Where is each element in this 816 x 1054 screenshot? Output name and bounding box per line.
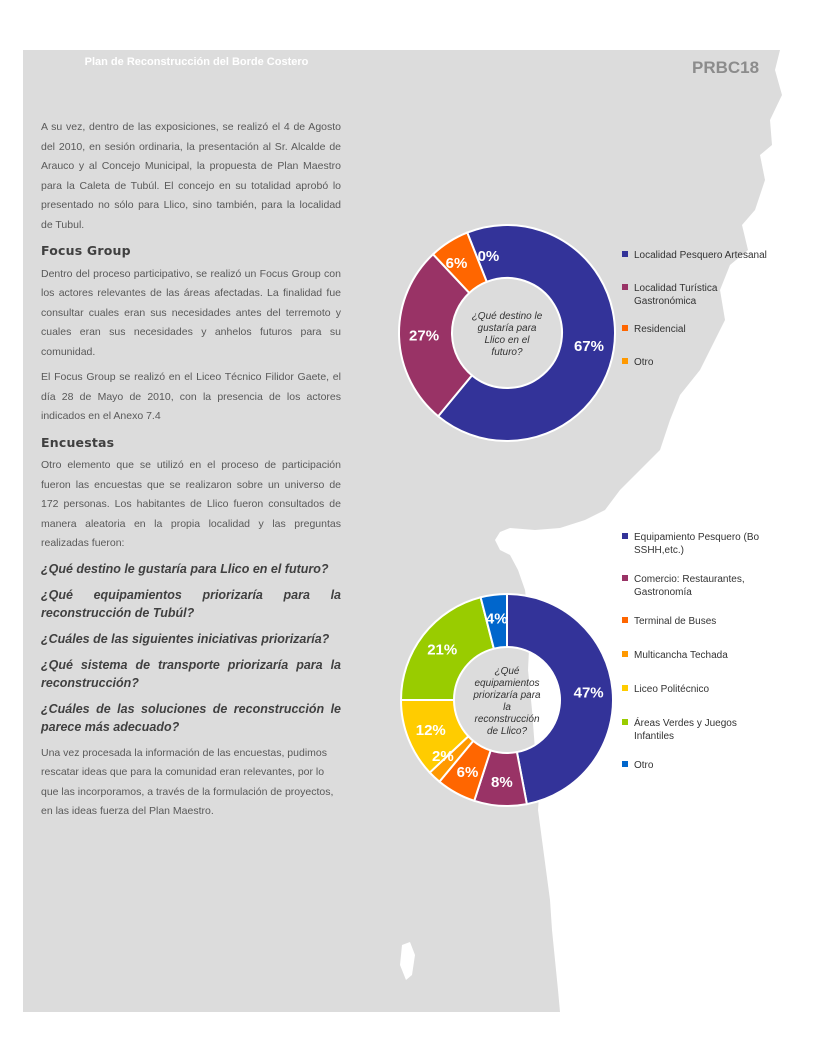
question-1: ¿Qué destino le gustaría para Llico en el futuro? — [41, 561, 329, 576]
legend-swatch — [622, 685, 628, 691]
data-label: 6% — [456, 763, 479, 781]
center-label: ¿Qué destino le — [471, 311, 543, 322]
legend-swatch — [622, 284, 628, 290]
question-3: ¿Cuáles de las siguientes iniciativas priorizaría? — [41, 631, 330, 646]
legend-swatch — [622, 358, 628, 364]
legend-label: Localidad Pesquero Artesanal — [634, 250, 767, 261]
question-4: ¿Qué sistema de transporte priorizaría para la reconstrucción? — [41, 657, 341, 690]
center-label: ¿Qué — [494, 666, 520, 677]
legend-swatch — [622, 761, 628, 767]
legend-swatch — [622, 719, 628, 725]
legend-label: SSHH,etc.) — [634, 545, 685, 556]
center-label: reconstrucción — [474, 714, 540, 725]
data-label: 2% — [432, 747, 454, 765]
legend-swatch — [622, 575, 628, 581]
center-label: equipamientos — [474, 678, 540, 689]
center-label: gustaría para — [477, 323, 537, 334]
legend-label: Multicancha Techada — [634, 650, 728, 661]
data-label: 6% — [445, 254, 468, 272]
donut-chart-destino — [399, 225, 767, 441]
legend-label: Residencial — [634, 324, 686, 335]
center-label: la — [503, 702, 511, 713]
legend-swatch — [622, 651, 628, 657]
center-label: Llico en el — [484, 335, 530, 346]
data-label: 47% — [573, 684, 604, 702]
legend-label: Terminal de Buses — [634, 616, 717, 627]
data-label: 27% — [409, 327, 440, 345]
charts-layer — [370, 50, 798, 1012]
data-label: 4% — [485, 610, 508, 628]
legend-swatch — [622, 533, 628, 539]
legend-label: Gastronómica — [634, 296, 697, 307]
focus-group-paragraph-1: Dentro del proceso participativo, se realizó un Focus Group con los actores relevantes de las áreas afectadas. La finalidad fue consultar cuales eran sus necesidades antes del terremoto y cuales eran sus necesidades y anhelos futuros para su comunidad. — [41, 267, 341, 358]
question-2: ¿Qué equipamientos priorizaría para la reconstrucción de Tubúl? — [41, 587, 341, 620]
legend-label: Localidad Turística — [634, 283, 718, 294]
legend-label: Otro — [634, 760, 654, 771]
legend-label: Liceo Politécnico — [634, 684, 710, 695]
encuestas-heading: Encuestas — [41, 434, 115, 450]
legend-label: Áreas Verdes y Juegos — [634, 718, 737, 729]
legend-swatch — [622, 251, 628, 257]
intro-paragraph: A su vez, dentro de las exposiciones, se realizó el 4 de Agosto del 2010, en sesión ordinaria, la presentación al Sr. Alcalde de Arauco y al Concejo Municipal, la propuesta de Plan Maestro para la Caleta de Tubúl. El concejo en su totalidad aprobó lo presentado no sólo para Llico, sino también, para la localidad de Tubul. — [41, 121, 341, 231]
closing-paragraph: Una vez procesada la información de las encuestas, pudimos rescatar ideas que para la comunidad eran relevantes, por lo que las incorporamos, a través de la formulación de proyectos, en las ideas fuerza del Plan Maestro. — [41, 746, 334, 817]
page-number: 19 — [725, 951, 779, 1004]
text-panel — [23, 50, 370, 1012]
question-5: ¿Cuáles de las soluciones de reconstrucción le parece más adecuado? — [41, 701, 341, 734]
legend-label: Otro — [634, 357, 654, 368]
focus-group-heading: Focus Group — [41, 243, 131, 258]
donut-chart-equipamientos — [401, 532, 760, 806]
data-label: 12% — [415, 722, 446, 740]
header-title: Plan de Reconstrucción del Borde Costero — [84, 56, 309, 68]
center-label: priorizaría para — [473, 690, 541, 701]
legend-label: Comercio: Restaurantes, — [634, 574, 745, 585]
legend-label: Equipamiento Pesquero (Bo — [634, 532, 760, 543]
document-code: PRBC18 — [692, 58, 760, 77]
center-label: futuro? — [491, 347, 523, 358]
legend-label: Infantiles — [634, 731, 675, 742]
legend-swatch — [622, 325, 628, 331]
center-label: de Llico? — [486, 726, 528, 737]
legend-label: Gastronomía — [634, 587, 692, 598]
data-label: 67% — [573, 337, 604, 355]
body-content — [41, 118, 341, 832]
data-label: 21% — [427, 641, 458, 659]
encuestas-paragraph: Otro elemento que se utilizó en el proceso de participación fueron las encuestas que se realizaron sobre un universo de 172 personas. Los habitantes de Llico fueron consultados de manera aleatoria en la propia localidad y las preguntas realizadas fueron: — [41, 459, 341, 549]
legend-swatch — [622, 617, 628, 623]
data-label: 8% — [491, 773, 513, 791]
data-label: 0% — [477, 247, 500, 265]
focus-group-paragraph-2: El Focus Group se realizó en el Liceo Técnico Filidor Gaete, el día 28 de Mayo de 2010, con la presencia de los actores indicados en el Anexo 7.4 — [41, 371, 341, 422]
